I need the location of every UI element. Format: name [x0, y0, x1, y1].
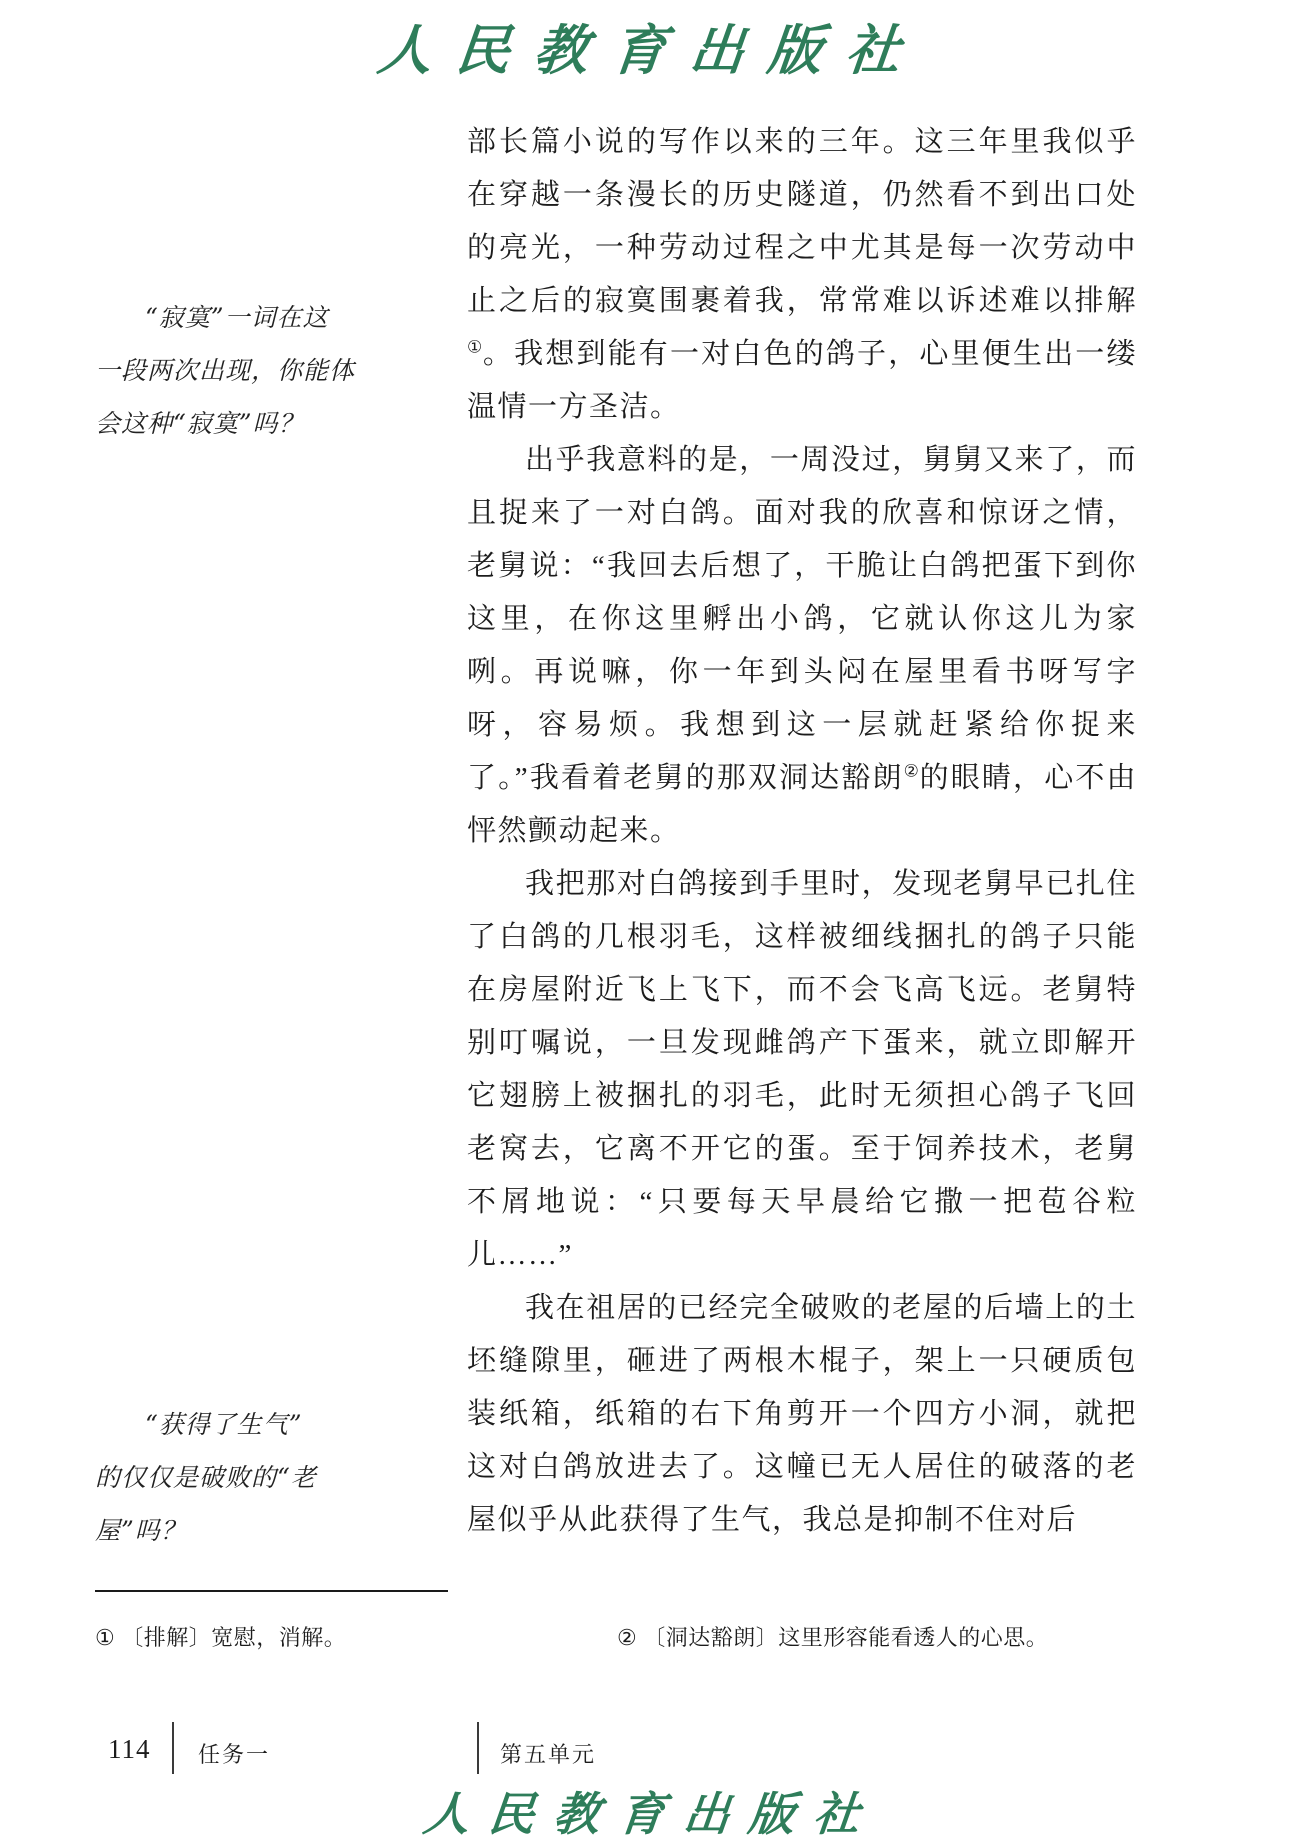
margin-note-1: [95, 291, 367, 450]
margin-note-line: “获得了生气”: [145, 1410, 303, 1439]
footnote-2-text: 〔洞达豁朗〕这里形容能看透人的心思。: [643, 1625, 1049, 1650]
footnote-1-text: 〔排解〕宽慰，消解。: [121, 1625, 347, 1650]
footnote-ref-2: ②: [903, 761, 920, 781]
footnote-ref-1: ①: [467, 337, 483, 357]
publisher-logo-top: 人民教育出版社: [374, 21, 928, 81]
paragraph-text: 出乎我意料的是，一周没过，舅舅又来了，而且捉来了一对白鸽。面对我的欣喜和惊讶之情，老舅说：“我回去后想了，干脆让白鸽把蛋下到你这里，在你这里孵出小鸽，它就认你这儿为家咧。再说嘛，你一年到头闷在屋里看书呀写字呀，容易烦。我想到这一层就赶紧给你捉来了。”我看着老舅的那双洞达豁朗: [467, 444, 1137, 794]
margin-note-line: “寂寞”一词在这: [145, 303, 329, 332]
margin-note-line: 的仅仅是破败的“老: [95, 1463, 317, 1492]
paragraph-text: 的眼睛，心不由怦然颤动起来。: [467, 762, 1137, 847]
margin-note-line: 会这种“寂寞”吗？: [95, 409, 305, 438]
main-text: [467, 116, 1137, 1547]
footnote-1-marker: ①: [95, 1625, 116, 1650]
page-footer: [0, 1720, 1303, 1780]
publisher-logo-bottom: 人民教育出版社: [420, 1789, 882, 1840]
footer-section-label: 任务一: [198, 1742, 271, 1767]
footer-divider-1: [172, 1722, 174, 1774]
paragraph-1: [467, 116, 1137, 434]
margin-note-line: 一段两次出现，你能体: [95, 356, 356, 385]
footer-unit-label: 第五单元: [500, 1742, 597, 1767]
margin-note-line: 屋”吗？: [95, 1516, 187, 1545]
footer-divider-2: [477, 1722, 479, 1774]
footnote-2-marker: ②: [617, 1625, 638, 1650]
footnote-2: [617, 1623, 1048, 1653]
paragraph-text: 。我想到能有一对白色的鸽子，心里便生出一缕温情一方圣洁。: [467, 338, 1137, 423]
paragraph-text: 我在祖居的已经完全破败的老屋的后墙上的土坯缝隙里，砸进了两根木棍子，架上一只硬质包装纸箱，纸箱的右下角剪开一个四方小洞，就把这对白鸽放进去了。这幢已无人居住的破落的老屋似乎从此获得了生气，我总是抑制不住对后: [467, 1292, 1137, 1536]
paragraph-text: 我把那对白鸽接到手里时，发现老舅早已扎住了白鸽的几根羽毛，这样被细线捆扎的鸽子只能在房屋附近飞上飞下，而不会飞高飞远。老舅特别叮嘱说，一旦发现雌鸽产下蛋来，就立即解开它翅膀上被捆扎的羽毛，此时无须担心鸽子飞回老窝去，它离不开它的蛋。至于饲养技术，老舅不屑地说：“只要每天早晨给它撒一把苞谷粒儿……”: [467, 868, 1137, 1271]
paragraph-2: [467, 434, 1137, 858]
footnote-divider: [95, 1590, 448, 1592]
footnote-1: [95, 1623, 346, 1653]
paragraph-text: 部长篇小说的写作以来的三年。这三年里我似乎在穿越一条漫长的历史隧道，仍然看不到出口处的亮光，一种劳动过程之中尤其是每一次劳动中止之后的寂寞围裹着我，常常难以诉述难以排解: [467, 126, 1137, 317]
paragraph-4: [467, 1282, 1137, 1547]
margin-note-2: [95, 1398, 367, 1557]
page-number: 114: [108, 1734, 151, 1764]
paragraph-3: [467, 858, 1137, 1282]
